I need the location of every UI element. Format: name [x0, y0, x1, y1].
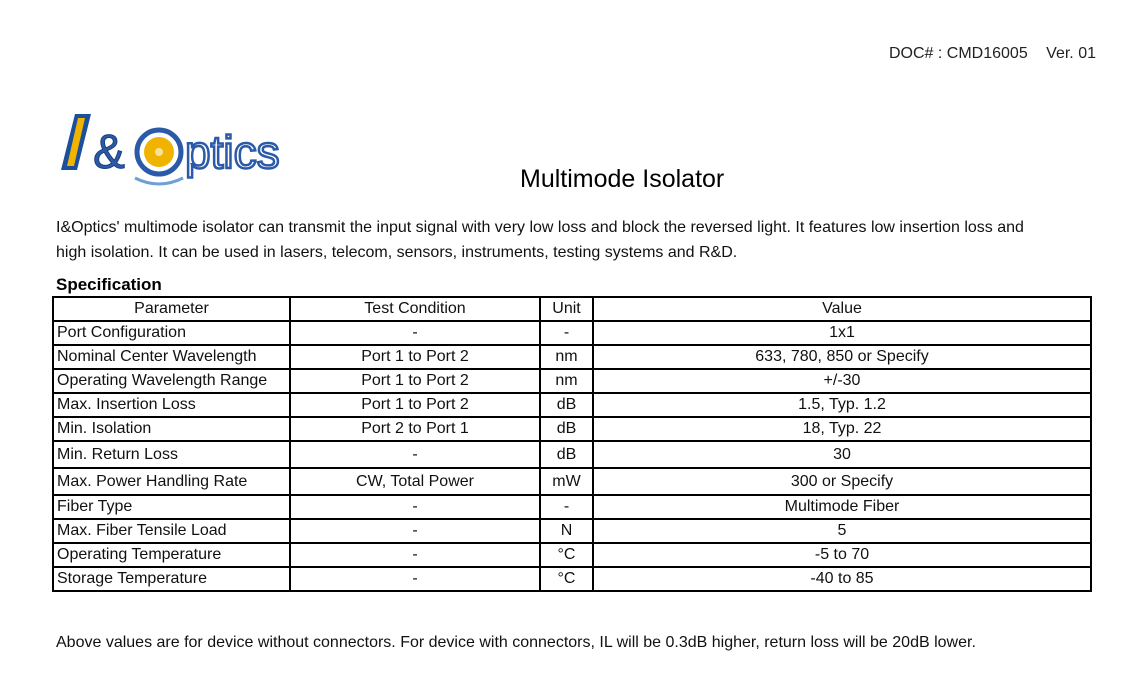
table-row [53, 495, 1091, 519]
cell-parameter: Nominal Center Wavelength [53, 345, 290, 369]
cell-parameter: Operating Wavelength Range [53, 369, 290, 393]
col-header-test-condition: Test Condition [290, 297, 540, 321]
cell-value: -5 to 70 [593, 543, 1091, 567]
cell-unit: - [540, 321, 593, 345]
cell-parameter: Min. Return Loss [53, 441, 290, 468]
page-title: Multimode Isolator [520, 165, 725, 193]
cell-condition: - [290, 321, 540, 345]
table-row [53, 393, 1091, 417]
cell-parameter: Storage Temperature [53, 567, 290, 591]
footnote: Above values are for device without connectors. For device with connectors, IL will be 0.3dB higher, return loss will be 20dB lower. [56, 634, 976, 651]
doc-number-text: DOC# : CMD16005 [889, 45, 1028, 62]
cell-parameter: Min. Isolation [53, 417, 290, 441]
logo-o-center [155, 148, 163, 156]
cell-condition: Port 2 to Port 1 [290, 417, 540, 441]
cell-condition: CW, Total Power [290, 468, 540, 495]
spec-table [52, 296, 1092, 592]
cell-unit: dB [540, 417, 593, 441]
cell-unit: °C [540, 543, 593, 567]
intro-paragraph: I&Optics' multimode isolator can transmit the input signal with very low loss and block the reversed light. It features low insertion loss and high isolation. It can be used in lasers, telecom, sensors, instruments, testing systems and R&D. [56, 219, 1024, 261]
cell-value: 1.5, Typ. 1.2 [593, 393, 1091, 417]
col-header-parameter: Parameter [53, 297, 290, 321]
cell-unit: mW [540, 468, 593, 495]
cell-unit: nm [540, 345, 593, 369]
table-row [53, 567, 1091, 591]
cell-unit: dB [540, 441, 593, 468]
cell-unit: nm [540, 369, 593, 393]
doc-version: Ver. 01 [1046, 45, 1096, 62]
cell-condition: - [290, 495, 540, 519]
table-row [53, 345, 1091, 369]
cell-condition: - [290, 519, 540, 543]
cell-condition: - [290, 441, 540, 468]
cell-value: 633, 780, 850 or Specify [593, 345, 1091, 369]
cell-condition: - [290, 567, 540, 591]
table-row [53, 321, 1091, 345]
cell-value: +/-30 [593, 369, 1091, 393]
cell-parameter: Port Configuration [53, 321, 290, 345]
logo-o-swoosh [135, 178, 183, 184]
table-row [53, 441, 1091, 468]
cell-unit: N [540, 519, 593, 543]
cell-value: 300 or Specify [593, 468, 1091, 495]
cell-value: -40 to 85 [593, 567, 1091, 591]
table-row [53, 369, 1091, 393]
table-row [53, 543, 1091, 567]
cell-parameter: Max. Power Handling Rate [53, 468, 290, 495]
spec-heading: Specification [56, 275, 162, 294]
doc-number [889, 45, 1096, 63]
company-logo [55, 108, 315, 198]
cell-value: 30 [593, 441, 1091, 468]
logo-amp: & [93, 126, 126, 179]
spec-header-row [53, 297, 1091, 321]
cell-parameter: Operating Temperature [53, 543, 290, 567]
table-row [53, 417, 1091, 441]
cell-unit: dB [540, 393, 593, 417]
cell-parameter: Max. Fiber Tensile Load [53, 519, 290, 543]
cell-parameter: Max. Insertion Loss [53, 393, 290, 417]
cell-condition: Port 1 to Port 2 [290, 393, 540, 417]
cell-parameter: Fiber Type [53, 495, 290, 519]
company-logo-graphic [55, 108, 315, 198]
cell-value: Multimode Fiber [593, 495, 1091, 519]
cell-value: 1x1 [593, 321, 1091, 345]
table-row [53, 468, 1091, 495]
logo-text: ptics [185, 126, 280, 178]
col-header-value: Value [593, 297, 1091, 321]
cell-condition: Port 1 to Port 2 [290, 369, 540, 393]
cell-condition: - [290, 543, 540, 567]
col-header-unit: Unit [540, 297, 593, 321]
cell-value: 18, Typ. 22 [593, 417, 1091, 441]
cell-condition: Port 1 to Port 2 [290, 345, 540, 369]
cell-unit: °C [540, 567, 593, 591]
cell-unit: - [540, 495, 593, 519]
cell-value: 5 [593, 519, 1091, 543]
table-row [53, 519, 1091, 543]
